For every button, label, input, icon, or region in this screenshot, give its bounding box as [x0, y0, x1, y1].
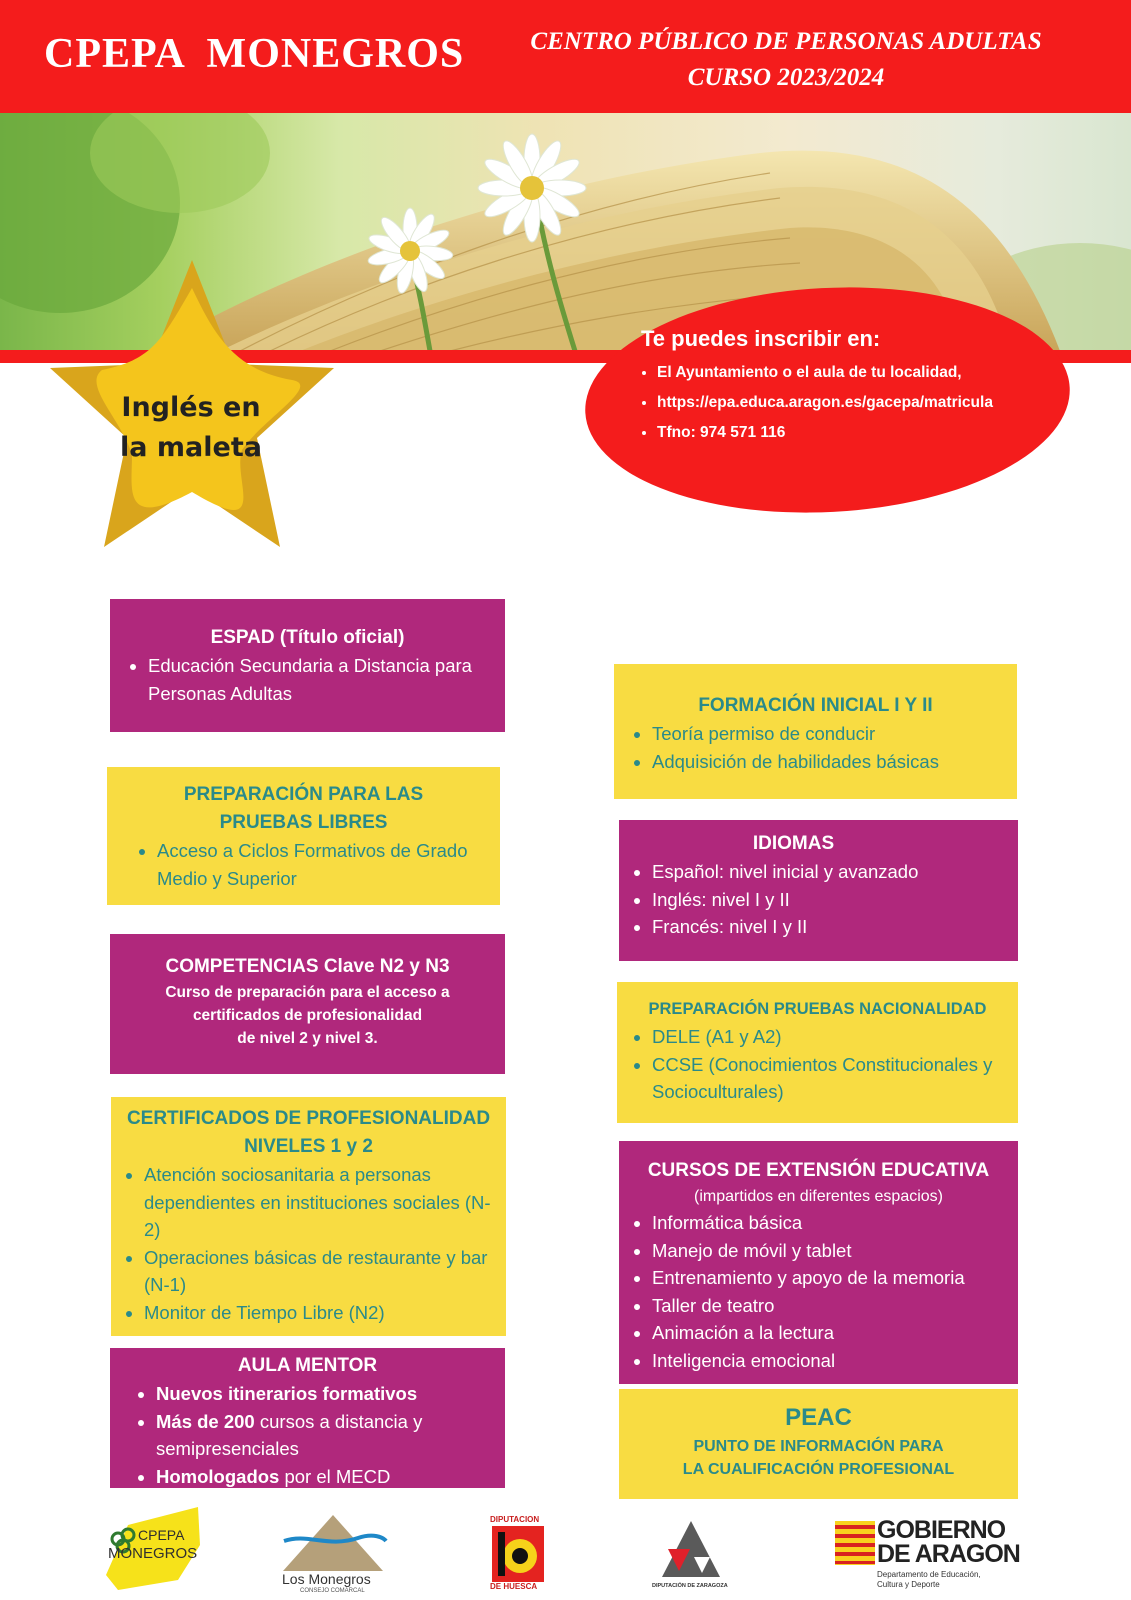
nacionalidad-card	[617, 982, 1018, 1123]
competencias-sub-3: de nivel 2 y nivel 3.	[237, 1030, 378, 1047]
inscription-item-url[interactable]: • https://epa.educa.aragon.es/gacepa/matricula	[657, 388, 1081, 418]
nacionalidad-list	[617, 1023, 1018, 1106]
aragon-logo-text-1: GOBIERNO	[877, 1516, 1006, 1544]
aragon-logo-sub-1: Departamento de Educación,	[877, 1570, 981, 1579]
formacion-item: • Teoría permiso de conducir	[652, 720, 1017, 748]
formacion-item: • Adquisición de habilidades básicas	[652, 748, 1017, 776]
extension-list	[619, 1209, 1018, 1374]
competencias-sub-2: certificados de profesionalidad	[192, 1007, 423, 1024]
aragon-logo-text-2: DE ARAGON	[877, 1540, 1020, 1568]
peac-sub-1: PUNTO DE INFORMACIÓN PARA	[693, 1438, 944, 1455]
aula-mentor-item	[156, 1408, 505, 1463]
nacionalidad-title: PREPARACIÓN PRUEBAS NACIONALIDAD	[648, 1000, 987, 1018]
extension-subtitle: (impartidos en diferentes espacios)	[693, 1188, 943, 1205]
extension-item: • Inteligencia emocional	[652, 1347, 1018, 1375]
competencias-title: COMPETENCIAS Clave N2 y N3	[165, 956, 450, 977]
idiomas-list	[619, 858, 1018, 941]
certificados-list	[111, 1161, 506, 1326]
header-subtitle	[496, 24, 1076, 96]
aragon-logo-sub-2: Cultura y Deporte	[877, 1580, 940, 1589]
espad-list	[110, 652, 505, 707]
formacion-list	[614, 720, 1017, 775]
star-label-line-1: Inglés en	[121, 392, 261, 423]
aula-mentor-item	[156, 1463, 505, 1491]
brand-title: CPEPA MONEGROS	[44, 31, 465, 77]
certificados-item: • Monitor de Tiempo Libre (N2)	[144, 1299, 496, 1327]
inscription-item-phone[interactable]: • Tfno: 974 571 116	[657, 418, 1081, 448]
aula-mentor-item-2-rest: cursos a distancia y semipresenciales	[156, 1410, 428, 1459]
cpepa-logo	[98, 1505, 208, 1590]
monegros-logo-text: Los Monegros	[282, 1571, 371, 1587]
extension-item: • Taller de teatro	[652, 1292, 1018, 1320]
certificados-title-2: NIVELES 1 y 2	[244, 1136, 373, 1157]
nacionalidad-item: • DELE (A1 y A2)	[652, 1023, 1012, 1051]
aula-mentor-item	[156, 1380, 505, 1408]
zaragoza-logo-mark	[660, 1519, 722, 1579]
inscription-info	[641, 326, 1081, 448]
formacion-title: FORMACIÓN INICIAL I Y II	[698, 695, 933, 716]
aula-mentor-item-1: Nuevos itinerarios formativos	[156, 1383, 418, 1404]
idiomas-card	[619, 820, 1018, 961]
zaragoza-logo-text: DIPUTACIÓN DE ZARAGOZA	[652, 1583, 728, 1589]
aula-mentor-list	[110, 1380, 505, 1490]
aula-mentor-card	[110, 1348, 505, 1488]
espad-card	[110, 599, 505, 732]
peac-title: PEAC	[785, 1404, 852, 1431]
cpepa-logo-text-2: MONEGROS	[108, 1545, 198, 1562]
aragon-flag-icon	[835, 1521, 875, 1565]
footer-logos	[0, 1505, 1131, 1600]
aula-mentor-title: AULA MENTOR	[237, 1355, 378, 1376]
extension-item: • Animación a la lectura	[652, 1319, 1018, 1347]
star-label-line-2: la maleta	[120, 432, 262, 463]
idiomas-title: IDIOMAS	[752, 833, 835, 854]
aula-mentor-item-2-bold: Más de 200	[156, 1410, 255, 1432]
idiomas-item: • Francés: nivel I y II	[652, 913, 1018, 941]
huesca-logo-top: DIPUTACION	[490, 1515, 540, 1524]
aragon-logo	[835, 1516, 1025, 1599]
huesca-logo	[490, 1515, 546, 1593]
certificados-item: • Operaciones básicas de restaurante y bar (N-1)	[144, 1244, 496, 1299]
pruebas-libres-card	[107, 767, 500, 905]
aula-mentor-item-3-bold: Homologados	[156, 1465, 280, 1487]
formacion-card	[614, 664, 1017, 799]
monegros-logo	[278, 1513, 388, 1598]
certificados-title-1: CERTIFICADOS DE PROFESIONALIDAD	[126, 1108, 491, 1129]
espad-item: • Educación Secundaria a Distancia para Personas Adultas	[148, 652, 505, 707]
header-line-2: CURSO 2023/2024	[687, 64, 885, 91]
extension-item: • Manejo de móvil y tablet	[652, 1237, 1018, 1265]
idiomas-item: • Inglés: nivel I y II	[652, 886, 1018, 914]
monegros-logo-mark	[278, 1513, 388, 1575]
peac-card	[619, 1389, 1018, 1499]
idiomas-item: • Español: nivel inicial y avanzado	[652, 858, 1018, 886]
huesca-logo-mark	[492, 1526, 544, 1582]
monegros-logo-sub: CONSEJO COMARCAL	[300, 1588, 365, 1594]
extension-item: • Entrenamiento y apoyo de la memoria	[652, 1264, 1018, 1292]
competencias-sub-1: Curso de preparación para el acceso a	[165, 984, 450, 1001]
inscription-title: Te puedes inscribir en:	[641, 326, 881, 351]
certificados-card	[111, 1097, 506, 1336]
certificados-item: • Atención sociosanitaria a personas dependientes en instituciones sociales (N-2)	[144, 1161, 496, 1244]
inscription-item-location: • El Ayuntamiento o el aula de tu localidad,	[657, 358, 1081, 388]
pruebas-libres-title-2: PRUEBAS LIBRES	[219, 812, 388, 833]
star-label	[106, 388, 276, 468]
extension-title: CURSOS DE EXTENSIÓN EDUCATIVA	[647, 1160, 990, 1181]
nacionalidad-item: • CCSE (Conocimientos Constitucionales y Socioculturales)	[652, 1051, 1012, 1106]
cpepa-logo-text-1: CPEPA	[138, 1527, 185, 1543]
espad-title: ESPAD (Título oficial)	[210, 627, 405, 648]
pruebas-libres-list	[107, 837, 500, 892]
competencias-card	[110, 934, 505, 1074]
zaragoza-logo	[652, 1519, 728, 1597]
pruebas-libres-item: • Acceso a Ciclos Formativos de Grado Medio y Superior	[157, 837, 500, 892]
header-line-1: CENTRO PÚBLICO DE PERSONAS ADULTAS	[530, 28, 1042, 55]
extension-item: • Informática básica	[652, 1209, 1018, 1237]
huesca-logo-bottom: DE HUESCA	[490, 1582, 538, 1591]
extension-card	[619, 1141, 1018, 1384]
pruebas-libres-title-1: PREPARACIÓN PARA LAS	[183, 784, 424, 805]
peac-sub-2: LA CUALIFICACIÓN PROFESIONAL	[682, 1461, 955, 1478]
aula-mentor-item-3-rest: por el MECD	[279, 1465, 391, 1487]
inscription-list	[641, 358, 1081, 448]
